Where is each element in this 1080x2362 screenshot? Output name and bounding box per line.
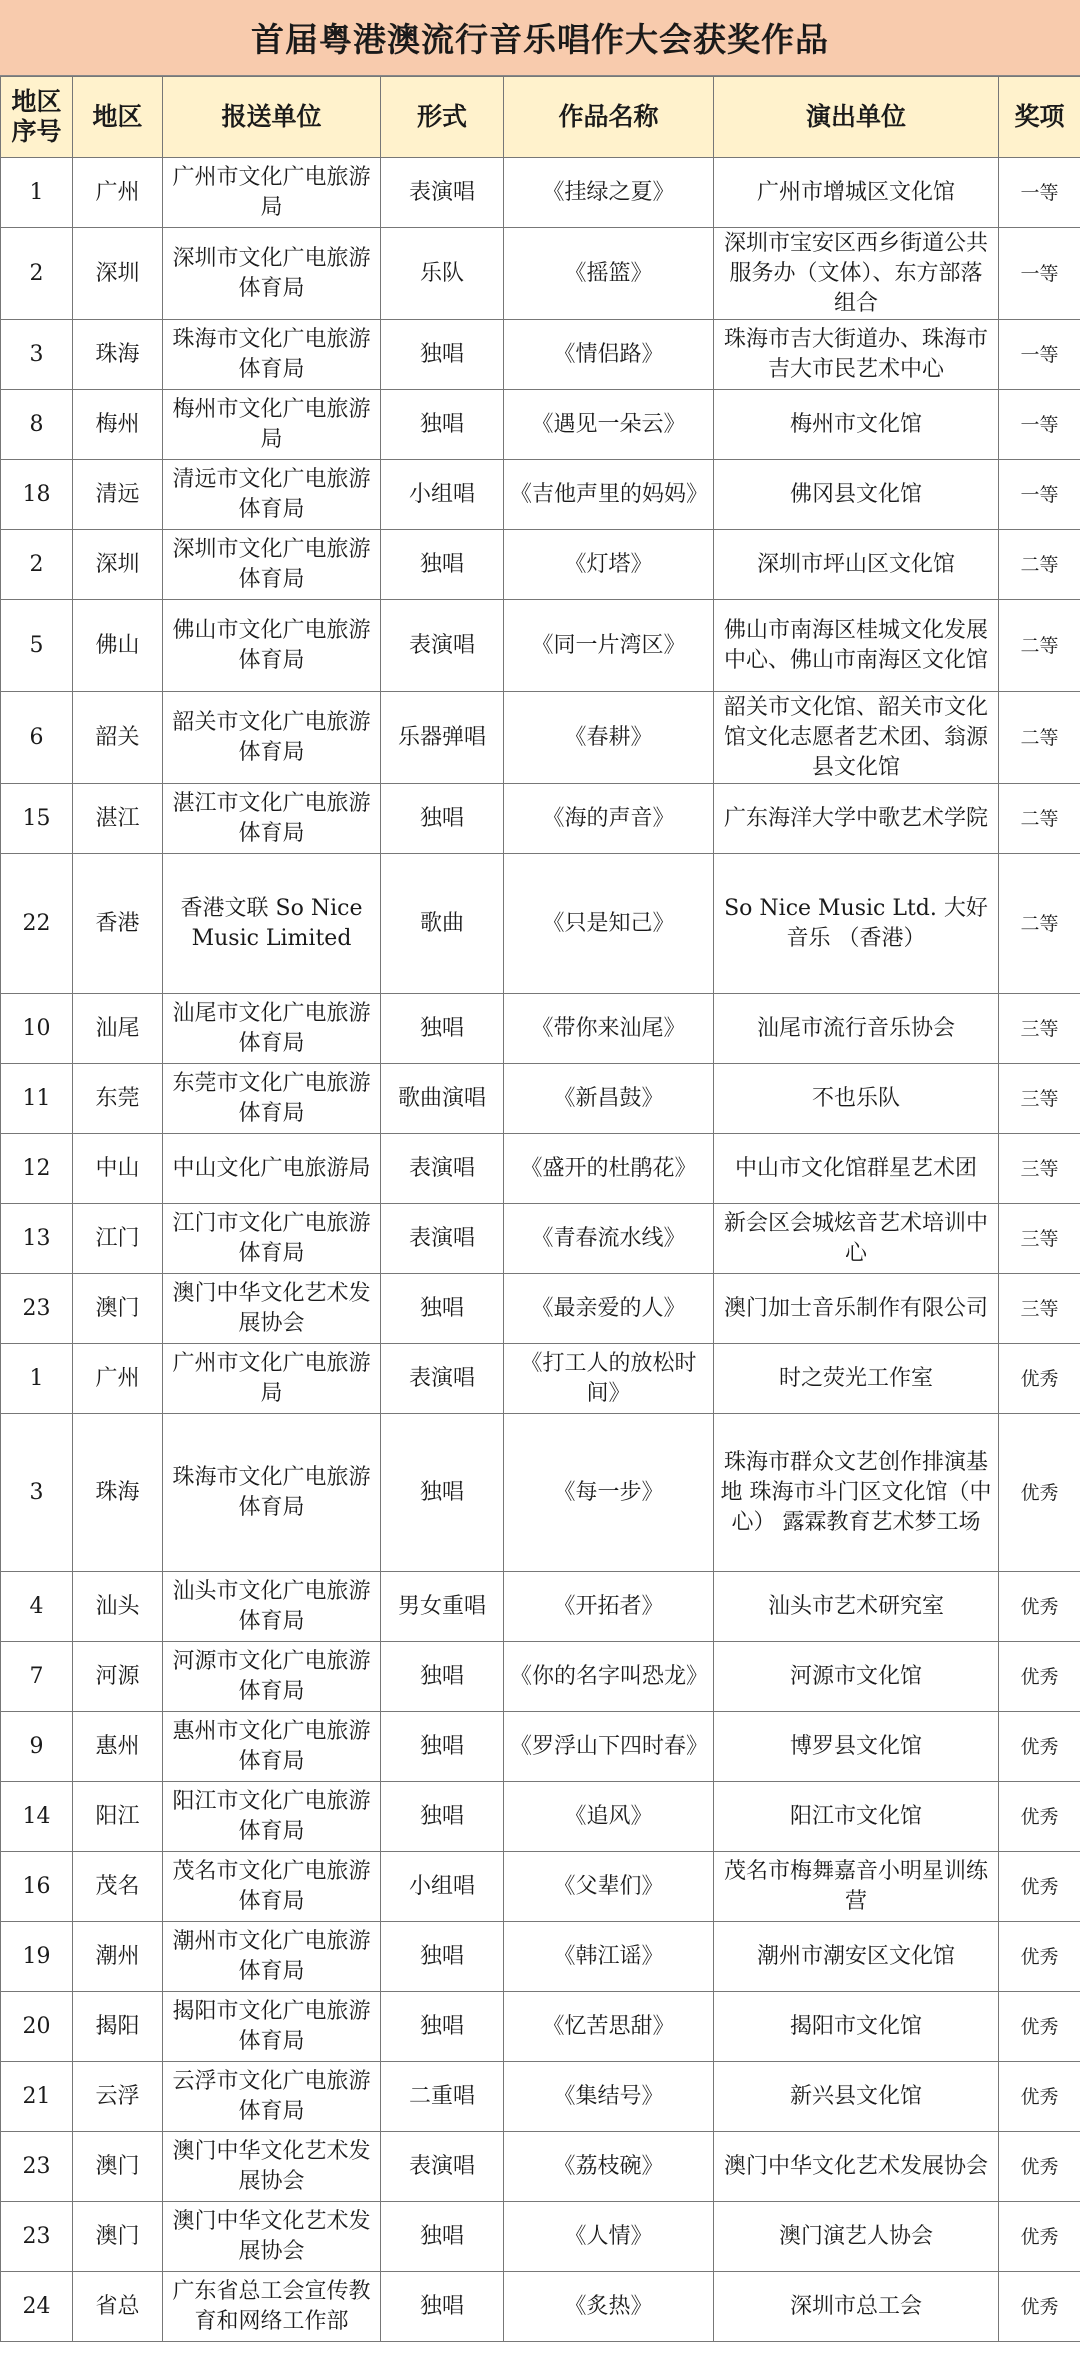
cell-unit: 澳门中华文化艺术发展协会	[163, 1274, 381, 1344]
awards-table	[0, 76, 1080, 2342]
cell-award: 优秀	[999, 1852, 1080, 1922]
table-body	[1, 158, 1080, 2342]
cell-work: 《父辈们》	[504, 1852, 714, 1922]
cell-work: 《盛开的杜鹃花》	[504, 1134, 714, 1204]
cell-work: 《灯塔》	[504, 530, 714, 600]
cell-seq: 6	[1, 692, 73, 784]
cell-seq: 9	[1, 1712, 73, 1782]
cell-region: 云浮	[73, 2062, 163, 2132]
table-row	[1, 1344, 1080, 1414]
cell-unit: 茂名市文化广电旅游体育局	[163, 1852, 381, 1922]
table-row	[1, 600, 1080, 692]
cell-award: 一等	[999, 158, 1080, 228]
cell-seq: 3	[1, 320, 73, 390]
cell-form: 独唱	[381, 320, 504, 390]
cell-award: 三等	[999, 1274, 1080, 1344]
cell-work: 《新昌鼓》	[504, 1064, 714, 1134]
cell-award: 一等	[999, 460, 1080, 530]
header-row	[1, 77, 1080, 158]
cell-seq: 13	[1, 1204, 73, 1274]
cell-performer: 中山市文化馆群星艺术团	[714, 1134, 999, 1204]
cell-award: 三等	[999, 1064, 1080, 1134]
cell-seq: 2	[1, 228, 73, 320]
cell-work: 《摇篮》	[504, 228, 714, 320]
cell-award: 二等	[999, 854, 1080, 994]
cell-region: 珠海	[73, 320, 163, 390]
cell-unit: 江门市文化广电旅游体育局	[163, 1204, 381, 1274]
cell-region: 香港	[73, 854, 163, 994]
cell-region: 清远	[73, 460, 163, 530]
cell-region: 省总	[73, 2272, 163, 2342]
cell-form: 独唱	[381, 1642, 504, 1712]
cell-unit: 香港文联 So Nice Music Limited	[163, 854, 381, 994]
cell-unit: 阳江市文化广电旅游体育局	[163, 1782, 381, 1852]
cell-form: 独唱	[381, 1414, 504, 1572]
cell-work: 《忆苦思甜》	[504, 1992, 714, 2062]
cell-performer: 博罗县文化馆	[714, 1712, 999, 1782]
cell-region: 澳门	[73, 2202, 163, 2272]
cell-work: 《炙热》	[504, 2272, 714, 2342]
cell-work: 《你的名字叫恐龙》	[504, 1642, 714, 1712]
cell-work: 《海的声音》	[504, 784, 714, 854]
cell-work: 《集结号》	[504, 2062, 714, 2132]
cell-performer: 阳江市文化馆	[714, 1782, 999, 1852]
cell-region: 河源	[73, 1642, 163, 1712]
cell-seq: 11	[1, 1064, 73, 1134]
cell-unit: 韶关市文化广电旅游体育局	[163, 692, 381, 784]
cell-unit: 惠州市文化广电旅游体育局	[163, 1712, 381, 1782]
cell-form: 乐器弹唱	[381, 692, 504, 784]
cell-form: 独唱	[381, 2272, 504, 2342]
cell-region: 深圳	[73, 530, 163, 600]
cell-region: 东莞	[73, 1064, 163, 1134]
cell-award: 优秀	[999, 2132, 1080, 2202]
table-row	[1, 2202, 1080, 2272]
cell-performer: 佛冈县文化馆	[714, 460, 999, 530]
cell-performer: 汕头市艺术研究室	[714, 1572, 999, 1642]
cell-form: 男女重唱	[381, 1572, 504, 1642]
cell-performer: 澳门演艺人协会	[714, 2202, 999, 2272]
cell-unit: 广州市文化广电旅游局	[163, 158, 381, 228]
cell-region: 佛山	[73, 600, 163, 692]
cell-region: 茂名	[73, 1852, 163, 1922]
header-work: 作品名称	[504, 77, 714, 158]
table-row	[1, 1274, 1080, 1344]
cell-unit: 中山文化广电旅游局	[163, 1134, 381, 1204]
cell-work: 《追风》	[504, 1782, 714, 1852]
header-seq: 地区序号	[1, 77, 73, 158]
cell-performer: 梅州市文化馆	[714, 390, 999, 460]
cell-unit: 梅州市文化广电旅游局	[163, 390, 381, 460]
cell-form: 表演唱	[381, 600, 504, 692]
cell-award: 二等	[999, 530, 1080, 600]
cell-performer: 韶关市文化馆、韶关市文化馆文化志愿者艺术团、翁源县文化馆	[714, 692, 999, 784]
cell-award: 三等	[999, 994, 1080, 1064]
cell-award: 优秀	[999, 1572, 1080, 1642]
cell-performer: 揭阳市文化馆	[714, 1992, 999, 2062]
cell-form: 独唱	[381, 1992, 504, 2062]
cell-unit: 东莞市文化广电旅游体育局	[163, 1064, 381, 1134]
cell-seq: 18	[1, 460, 73, 530]
table-row	[1, 1712, 1080, 1782]
cell-region: 汕尾	[73, 994, 163, 1064]
table-row	[1, 390, 1080, 460]
cell-award: 优秀	[999, 1344, 1080, 1414]
table-row	[1, 1204, 1080, 1274]
table-row	[1, 1852, 1080, 1922]
cell-seq: 1	[1, 158, 73, 228]
title-bar	[0, 0, 1080, 76]
table-row	[1, 1782, 1080, 1852]
table-row	[1, 2132, 1080, 2202]
table-row	[1, 460, 1080, 530]
cell-region: 潮州	[73, 1922, 163, 1992]
cell-work: 《人情》	[504, 2202, 714, 2272]
table-row	[1, 1572, 1080, 1642]
cell-form: 表演唱	[381, 1344, 504, 1414]
cell-unit: 清远市文化广电旅游体育局	[163, 460, 381, 530]
cell-unit: 珠海市文化广电旅游体育局	[163, 320, 381, 390]
cell-work: 《挂绿之夏》	[504, 158, 714, 228]
cell-award: 优秀	[999, 1992, 1080, 2062]
cell-award: 优秀	[999, 2272, 1080, 2342]
cell-region: 湛江	[73, 784, 163, 854]
cell-seq: 1	[1, 1344, 73, 1414]
cell-performer: 潮州市潮安区文化馆	[714, 1922, 999, 1992]
cell-seq: 20	[1, 1992, 73, 2062]
cell-seq: 24	[1, 2272, 73, 2342]
table-row	[1, 228, 1080, 320]
cell-form: 二重唱	[381, 2062, 504, 2132]
cell-region: 阳江	[73, 1782, 163, 1852]
cell-unit: 澳门中华文化艺术发展协会	[163, 2202, 381, 2272]
cell-unit: 河源市文化广电旅游体育局	[163, 1642, 381, 1712]
cell-award: 优秀	[999, 2202, 1080, 2272]
cell-seq: 7	[1, 1642, 73, 1712]
cell-region: 广州	[73, 158, 163, 228]
cell-award: 优秀	[999, 1712, 1080, 1782]
cell-performer: 河源市文化馆	[714, 1642, 999, 1712]
cell-work: 《每一步》	[504, 1414, 714, 1572]
cell-unit: 澳门中华文化艺术发展协会	[163, 2132, 381, 2202]
header-award: 奖项	[999, 77, 1080, 158]
table-row	[1, 158, 1080, 228]
cell-work: 《吉他声里的妈妈》	[504, 460, 714, 530]
cell-award: 三等	[999, 1204, 1080, 1274]
cell-award: 优秀	[999, 1922, 1080, 1992]
cell-region: 中山	[73, 1134, 163, 1204]
cell-unit: 汕头市文化广电旅游体育局	[163, 1572, 381, 1642]
cell-performer: 不也乐队	[714, 1064, 999, 1134]
cell-unit: 广东省总工会宣传教育和网络工作部	[163, 2272, 381, 2342]
table-row	[1, 1992, 1080, 2062]
cell-work: 《最亲爱的人》	[504, 1274, 714, 1344]
cell-form: 表演唱	[381, 158, 504, 228]
cell-form: 独唱	[381, 1712, 504, 1782]
table-row	[1, 1642, 1080, 1712]
cell-form: 独唱	[381, 1922, 504, 1992]
cell-performer: 广东海洋大学中歌艺术学院	[714, 784, 999, 854]
cell-performer: 时之荧光工作室	[714, 1344, 999, 1414]
cell-form: 小组唱	[381, 1852, 504, 1922]
cell-form: 独唱	[381, 784, 504, 854]
cell-seq: 4	[1, 1572, 73, 1642]
cell-performer: 茂名市梅舞嘉音小明星训练营	[714, 1852, 999, 1922]
cell-region: 广州	[73, 1344, 163, 1414]
table-row	[1, 784, 1080, 854]
table-row	[1, 530, 1080, 600]
cell-form: 独唱	[381, 1274, 504, 1344]
cell-work: 《打工人的放松时间》	[504, 1344, 714, 1414]
cell-performer: 珠海市吉大街道办、珠海市吉大市民艺术中心	[714, 320, 999, 390]
cell-unit: 云浮市文化广电旅游体育局	[163, 2062, 381, 2132]
cell-award: 二等	[999, 784, 1080, 854]
header-region: 地区	[73, 77, 163, 158]
cell-performer: 深圳市宝安区西乡街道公共服务办（文体）、东方部落组合	[714, 228, 999, 320]
cell-award: 一等	[999, 390, 1080, 460]
cell-region: 江门	[73, 1204, 163, 1274]
cell-work: 《开拓者》	[504, 1572, 714, 1642]
cell-award: 三等	[999, 1134, 1080, 1204]
cell-performer: 汕尾市流行音乐协会	[714, 994, 999, 1064]
cell-region: 澳门	[73, 1274, 163, 1344]
cell-region: 澳门	[73, 2132, 163, 2202]
table-row	[1, 320, 1080, 390]
cell-award: 优秀	[999, 1414, 1080, 1572]
table-row	[1, 1922, 1080, 1992]
cell-performer: 新会区会城炫音艺术培训中心	[714, 1204, 999, 1274]
cell-performer: 珠海市群众文艺创作排演基地 珠海市斗门区文化馆（中心） 露霖教育艺术梦工场	[714, 1414, 999, 1572]
table-row	[1, 692, 1080, 784]
cell-seq: 23	[1, 2202, 73, 2272]
cell-seq: 12	[1, 1134, 73, 1204]
cell-performer: 澳门中华文化艺术发展协会	[714, 2132, 999, 2202]
cell-form: 独唱	[381, 530, 504, 600]
table-row	[1, 2272, 1080, 2342]
cell-award: 优秀	[999, 1642, 1080, 1712]
cell-seq: 16	[1, 1852, 73, 1922]
cell-form: 表演唱	[381, 1134, 504, 1204]
cell-work: 《同一片湾区》	[504, 600, 714, 692]
cell-performer: 澳门加士音乐制作有限公司	[714, 1274, 999, 1344]
cell-form: 独唱	[381, 994, 504, 1064]
cell-work: 《带你来汕尾》	[504, 994, 714, 1064]
cell-performer: 佛山市南海区桂城文化发展中心、佛山市南海区文化馆	[714, 600, 999, 692]
cell-form: 歌曲演唱	[381, 1064, 504, 1134]
cell-unit: 潮州市文化广电旅游体育局	[163, 1922, 381, 1992]
cell-seq: 22	[1, 854, 73, 994]
cell-region: 惠州	[73, 1712, 163, 1782]
table-row	[1, 994, 1080, 1064]
cell-seq: 2	[1, 530, 73, 600]
cell-form: 独唱	[381, 2202, 504, 2272]
cell-region: 韶关	[73, 692, 163, 784]
cell-award: 二等	[999, 600, 1080, 692]
cell-work: 《青春流水线》	[504, 1204, 714, 1274]
cell-region: 珠海	[73, 1414, 163, 1572]
cell-unit: 揭阳市文化广电旅游体育局	[163, 1992, 381, 2062]
cell-unit: 湛江市文化广电旅游体育局	[163, 784, 381, 854]
cell-seq: 23	[1, 2132, 73, 2202]
table-row	[1, 1414, 1080, 1572]
table-row	[1, 1064, 1080, 1134]
cell-award: 二等	[999, 692, 1080, 784]
cell-region: 揭阳	[73, 1992, 163, 2062]
cell-work: 《春耕》	[504, 692, 714, 784]
cell-seq: 3	[1, 1414, 73, 1572]
cell-work: 《遇见一朵云》	[504, 390, 714, 460]
cell-unit: 珠海市文化广电旅游体育局	[163, 1414, 381, 1572]
cell-award: 一等	[999, 320, 1080, 390]
cell-region: 汕头	[73, 1572, 163, 1642]
cell-seq: 10	[1, 994, 73, 1064]
cell-work: 《荔枝碗》	[504, 2132, 714, 2202]
cell-work: 《罗浮山下四时春》	[504, 1712, 714, 1782]
cell-performer: 深圳市总工会	[714, 2272, 999, 2342]
page-title: 首届粤港澳流行音乐唱作大会获奖作品	[251, 20, 829, 59]
cell-form: 表演唱	[381, 2132, 504, 2202]
header-performer: 演出单位	[714, 77, 999, 158]
cell-seq: 5	[1, 600, 73, 692]
cell-form: 独唱	[381, 390, 504, 460]
cell-performer: 新兴县文化馆	[714, 2062, 999, 2132]
cell-seq: 15	[1, 784, 73, 854]
cell-form: 小组唱	[381, 460, 504, 530]
cell-award: 优秀	[999, 2062, 1080, 2132]
table-row	[1, 2062, 1080, 2132]
cell-seq: 19	[1, 1922, 73, 1992]
cell-region: 梅州	[73, 390, 163, 460]
cell-work: 《情侣路》	[504, 320, 714, 390]
cell-unit: 汕尾市文化广电旅游体育局	[163, 994, 381, 1064]
cell-form: 歌曲	[381, 854, 504, 994]
cell-performer: 深圳市坪山区文化馆	[714, 530, 999, 600]
cell-work: 《只是知己》	[504, 854, 714, 994]
cell-award: 优秀	[999, 1782, 1080, 1852]
cell-performer: 广州市增城区文化馆	[714, 158, 999, 228]
cell-region: 深圳	[73, 228, 163, 320]
cell-seq: 14	[1, 1782, 73, 1852]
table-row	[1, 1134, 1080, 1204]
header-form: 形式	[381, 77, 504, 158]
cell-seq: 8	[1, 390, 73, 460]
cell-seq: 21	[1, 2062, 73, 2132]
cell-form: 独唱	[381, 1782, 504, 1852]
cell-unit: 广州市文化广电旅游局	[163, 1344, 381, 1414]
cell-unit: 深圳市文化广电旅游体育局	[163, 228, 381, 320]
cell-seq: 23	[1, 1274, 73, 1344]
cell-unit: 深圳市文化广电旅游体育局	[163, 530, 381, 600]
cell-form: 表演唱	[381, 1204, 504, 1274]
table-row	[1, 854, 1080, 994]
header-unit: 报送单位	[163, 77, 381, 158]
cell-work: 《韩江谣》	[504, 1922, 714, 1992]
cell-performer: So Nice Music Ltd. 大好音乐 （香港）	[714, 854, 999, 994]
cell-award: 一等	[999, 228, 1080, 320]
cell-form: 乐队	[381, 228, 504, 320]
cell-unit: 佛山市文化广电旅游体育局	[163, 600, 381, 692]
